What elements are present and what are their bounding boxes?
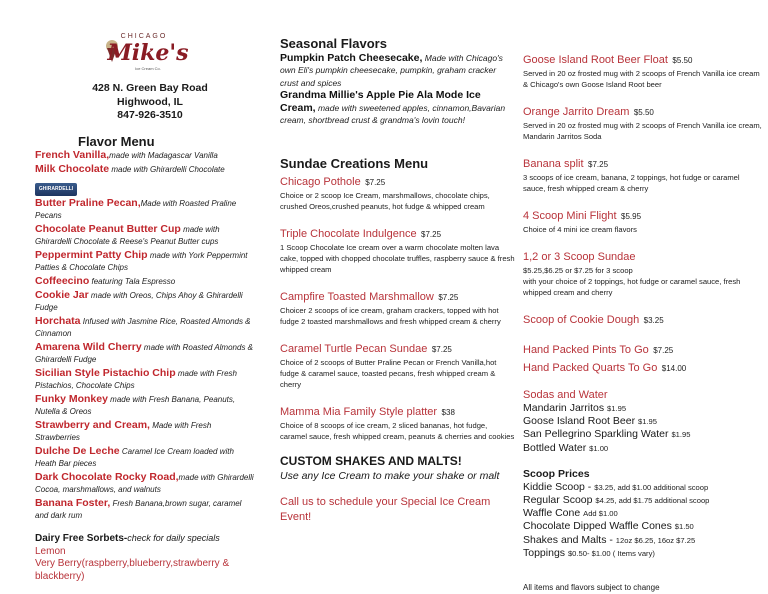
flavor-list <box>35 149 255 522</box>
item-header <box>523 102 763 120</box>
item-header <box>280 402 515 420</box>
item-price: $4.25, add $1.75 additional scoop <box>595 496 710 506</box>
flavor-item <box>35 497 255 522</box>
item-desc: Choice of 2 scoops of Butter Praline Pecan or French Vanilla,hot fudge & caramel sauce, toasted pecans, fresh whipped cream & cherry <box>280 358 497 390</box>
flavor-name: Sicilian Style Pistachio Chip <box>35 367 176 379</box>
flavor-desc: Made with Fresh Strawberries <box>35 421 212 442</box>
sodas-section <box>523 388 763 455</box>
item-price: $7.25 <box>438 293 459 303</box>
soda-item <box>523 428 763 441</box>
item-name: Goose Island Root Beer Float <box>523 54 668 66</box>
item-name: Chocolate Dipped Waffle Cones <box>523 520 675 533</box>
item-desc: Choice of 4 mini ice cream flavors <box>523 225 637 234</box>
item-name: Caramel Turtle Pecan Sundae <box>280 343 428 356</box>
item-name: Bottled Water <box>523 441 587 454</box>
item-price: $7.25 <box>431 345 452 355</box>
soda-item <box>523 415 763 428</box>
seasonal-section <box>280 36 515 126</box>
item-desc: Served in 20 oz frosted mug with 2 scoops of French Vanilla ice cream & Chicago's own Goose Island Root beer <box>523 69 760 89</box>
cookie-dough <box>523 310 763 328</box>
flavor-desc: Fresh Banana,brown sugar, caramel and dark rum <box>35 499 242 520</box>
flavor-name: Peppermint Patty Chip <box>35 249 148 261</box>
sundae-title: Sundae Creations Menu <box>280 156 429 172</box>
flavor-desc: made with Ghirardelli Chocolate & Reese's Peanut Butter cups <box>35 225 220 246</box>
item-desc: 1 Scoop Chocolate Ice cream over a warm chocolate molten lava cake, topped with chopped chocolate truffles, raspberry sauce & fresh whipped cream <box>280 243 515 275</box>
flavor-item <box>35 197 255 222</box>
item-name: Regular Scoop <box>523 494 596 507</box>
flavor-desc: made with Ghirardelli Cocoa, marshmallows, and walnuts <box>35 473 254 494</box>
flavor-item <box>35 315 255 340</box>
item-price: $3.25, add $1.00 additional scoop <box>594 482 709 492</box>
item-name: San Pellegrino Sparkling Water <box>523 428 669 441</box>
flavor-name: French Vanilla, <box>35 149 110 161</box>
sorbets-section <box>35 532 255 583</box>
scoop-price-item <box>523 547 763 560</box>
item-price: $1.00 <box>589 443 609 453</box>
flavor-name: Strawberry and Cream, <box>35 419 150 431</box>
item-desc: Choice or 2 scoop Ice Cream, marshmallows, chocolate chips, crushed Oreos,crushed peanuts, hot fudge & whipped cream <box>280 191 490 212</box>
item-name: Mandarin Jarritos <box>523 402 605 414</box>
seasonal-name: Grandma Millie's Apple Pie Ala Mode Ice Cream, <box>280 89 481 114</box>
item-header <box>523 50 763 68</box>
flavor-item <box>35 341 255 366</box>
item-price: $38 <box>441 408 455 418</box>
flavor-item <box>35 419 255 444</box>
item-price: $0.50- $1.00 ( Items vary) <box>567 548 655 558</box>
flavor-name: Dulche De Leche <box>35 445 120 457</box>
flavor-name: Cookie Jar <box>35 289 89 301</box>
quarts-to-go <box>523 358 763 376</box>
mikes-logo <box>98 26 188 74</box>
svg-text:Ice Cream Co.: Ice Cream Co. <box>135 66 161 71</box>
flavor-desc: Caramel Ice Cream loaded with Heath Bar pieces <box>35 447 234 468</box>
item-name: 1,2 or 3 Scoop Sundae <box>523 251 636 263</box>
svg-text:Mike's: Mike's <box>107 40 188 66</box>
flavor-name: Amarena Wild Cherry <box>35 341 142 353</box>
menu-item <box>280 339 515 390</box>
flavor-item <box>35 367 255 392</box>
flavor-item <box>35 223 255 248</box>
flavor-name: Horchata <box>35 315 81 327</box>
ghirardelli-logo-text: GHIRARDELLI <box>35 183 77 196</box>
footer-note: All items and flavors subject to change <box>523 583 660 593</box>
flavor-item <box>35 275 255 288</box>
right-specials <box>523 50 763 298</box>
pints-to-go <box>523 340 763 358</box>
event-callout: Call us to schedule your Special Ice Cream Event! <box>280 496 491 524</box>
scoop-prices-section <box>523 467 763 560</box>
item-desc: Choice of 8 scoops of ice cream, 2 sliced bananas, hot fudge, caramel sauce, fresh whipped cream, peanuts & cherries and cookies <box>280 421 515 442</box>
flavor-name: Milk Chocolate <box>35 163 110 175</box>
item-desc: $5.25,$6.25 or $7.25 for 3 scoop with your choice of 2 toppings, hot fudge or caramel sauce, fresh whipped cream and cherry <box>523 266 741 297</box>
item-price: $5.50 <box>633 108 654 117</box>
item-desc: Served in 20 oz frosted mug with 2 scoops of French Vanilla ice cream, Mandarin Jarritos Soda <box>523 121 762 141</box>
seasonal-item <box>280 89 515 126</box>
flavor-item <box>35 289 255 314</box>
flavor-name: Funky Monkey <box>35 393 108 405</box>
item-header <box>523 154 763 172</box>
menu-item <box>523 102 763 142</box>
scoop-price-item <box>523 534 763 547</box>
flavor-item <box>35 445 255 470</box>
seasonal-name: Pumpkin Patch Cheesecake, <box>280 52 423 64</box>
item-header <box>280 339 515 357</box>
item-price: $7.25 <box>653 346 674 355</box>
scoop-prices-title: Scoop Prices <box>523 467 590 480</box>
left-column <box>35 149 255 583</box>
item-price: $3.25 <box>643 316 664 325</box>
item-name: Toppings <box>523 546 568 559</box>
item-name: Hand Packed Quarts To Go <box>523 362 658 374</box>
item-name: Goose Island Root Beer <box>523 415 636 428</box>
item-header <box>523 206 763 224</box>
flavor-desc: made with Oreos, Chips Ahoy & Ghirardelli Fudge <box>35 291 243 312</box>
seasonal-desc: made with sweetened apples, cinnamon,Bavarian cream, shortbread crust & grandma's lovin touch! <box>280 102 506 126</box>
soda-item <box>523 442 763 455</box>
sorbets-note: check for daily specials <box>127 533 220 543</box>
scoop-price-item <box>523 507 763 520</box>
menu-item <box>280 172 515 212</box>
flavor-desc: made with Roasted Almonds & Ghirardelli Fudge <box>35 343 253 364</box>
item-name: Banana split <box>523 158 584 170</box>
scoop-price-item <box>523 494 763 507</box>
scoop-price-item <box>523 481 763 494</box>
item-name: 4 Scoop Mini Flight <box>523 210 617 222</box>
menu-item <box>523 247 763 298</box>
flavor-name: Dark Chocolate Rocky Road, <box>35 471 179 483</box>
menu-item <box>280 287 515 327</box>
sundae-section <box>280 156 515 442</box>
flavor-desc: made with Fresh Pistachios, Chocolate Chips <box>35 369 237 390</box>
menu-item <box>523 206 763 235</box>
item-header <box>280 287 515 305</box>
item-name: Waffle Cone <box>523 507 584 520</box>
item-price: $1.50 <box>674 522 694 532</box>
item-name: Scoop of Cookie Dough <box>523 314 640 326</box>
flavor-desc: Made with Roasted Praline Pecans <box>35 199 237 220</box>
flavor-desc: featuring Tala Espresso <box>89 277 176 286</box>
flavor-item <box>35 163 255 176</box>
item-price: Add $1.00 <box>583 509 618 519</box>
item-price: $1.95 <box>671 430 691 440</box>
item-price: $1.95 <box>638 417 658 427</box>
flavor-desc: made with Ghirardelli Chocolate <box>109 165 225 174</box>
flavor-item <box>35 149 255 162</box>
item-name: Hand Packed Pints To Go <box>523 344 649 356</box>
item-price: $5.50 <box>672 56 693 65</box>
scoop-price-item <box>523 520 763 533</box>
item-price: $14.00 <box>661 364 687 373</box>
phone: 847-926-3510 <box>117 109 183 121</box>
flavor-desc: made with York Peppermint Patties & Chocolate Chips <box>35 251 248 272</box>
flavor-name: Butter Praline Pecan, <box>35 197 141 209</box>
flavor-item <box>35 393 255 418</box>
sodas-title: Sodas and Water <box>523 389 608 401</box>
seasonal-title: Seasonal Flavors <box>280 36 387 51</box>
item-desc: Choicer 2 scoops of ice cream, graham crackers, topped with hot fudge 2 toasted marshmallows and fresh whipped cream & cherry <box>280 306 501 327</box>
seasonal-item <box>280 52 515 89</box>
sorbet-item: Very Berry(raspberry,blueberry,strawberry & blackberry) <box>35 558 230 582</box>
flavor-item <box>35 471 255 496</box>
flavor-name: Chocolate Peanut Butter Cup <box>35 223 181 235</box>
item-price: 12oz $6.25, 16oz $7.25 <box>615 535 696 545</box>
address-street: 428 N. Green Bay Road <box>92 82 208 94</box>
flavor-item <box>35 249 255 274</box>
item-price: $7.25 <box>588 160 609 169</box>
item-name: Chicago Pothole <box>280 176 361 189</box>
item-name: Campfire Toasted Marshmallow <box>280 291 434 304</box>
soda-item <box>523 402 763 415</box>
item-header <box>280 172 515 190</box>
flavor-desc: made with Madagascar Vanilla <box>109 151 218 160</box>
item-name: Shakes and Malts - <box>523 533 616 546</box>
menu-item <box>523 50 763 90</box>
menu-item <box>280 402 515 442</box>
shakes-title: CUSTOM SHAKES AND MALTS! <box>280 454 462 469</box>
right-column <box>523 50 763 593</box>
item-name: Orange Jarrito Dream <box>523 106 630 118</box>
item-desc: 3 scoops of ice cream, banana, 2 toppings, hot fudge or caramel sauce, fresh whipped cream & cherry <box>523 173 740 193</box>
item-price: $7.25 <box>421 230 442 240</box>
flavor-name: Banana Foster, <box>35 497 111 509</box>
address-city: Highwood, IL <box>117 96 183 108</box>
sorbet-item: Lemon <box>35 545 66 557</box>
item-name: Triple Chocolate Indulgence <box>280 228 417 241</box>
item-price: $5.95 <box>621 212 642 221</box>
svg-text:CHICAGO: CHICAGO <box>120 33 168 40</box>
item-price: $7.25 <box>365 178 386 188</box>
shakes-section <box>280 454 515 483</box>
flavor-name: Coffeecino <box>35 275 90 287</box>
item-header <box>280 224 515 242</box>
ghirardelli-logo <box>35 177 255 197</box>
flavor-menu-title: Flavor Menu <box>78 134 155 149</box>
sorbets-title: Dairy Free Sorbets- <box>35 533 128 544</box>
shakes-desc: Use any Ice Cream to make your shake or malt <box>280 470 500 483</box>
item-header <box>523 247 763 265</box>
flavor-desc: made with Fresh Banana, Peanuts, Nutella & Oreos <box>35 395 236 416</box>
item-name: Kiddie Scoop - <box>523 480 595 493</box>
item-price: $1.95 <box>607 404 627 413</box>
item-name: Mamma Mia Family Style platter <box>280 406 438 419</box>
flavor-desc: Infused with Jasmine Rice, Roasted Almonds & Cinnamon <box>35 317 251 338</box>
center-column <box>280 36 515 525</box>
seasonal-desc: Made with Chicago's own Eli's pumpkin cheesecake, pumpkin, graham cracker crust and spices <box>280 53 503 88</box>
menu-item <box>280 224 515 275</box>
menu-item <box>523 154 763 194</box>
